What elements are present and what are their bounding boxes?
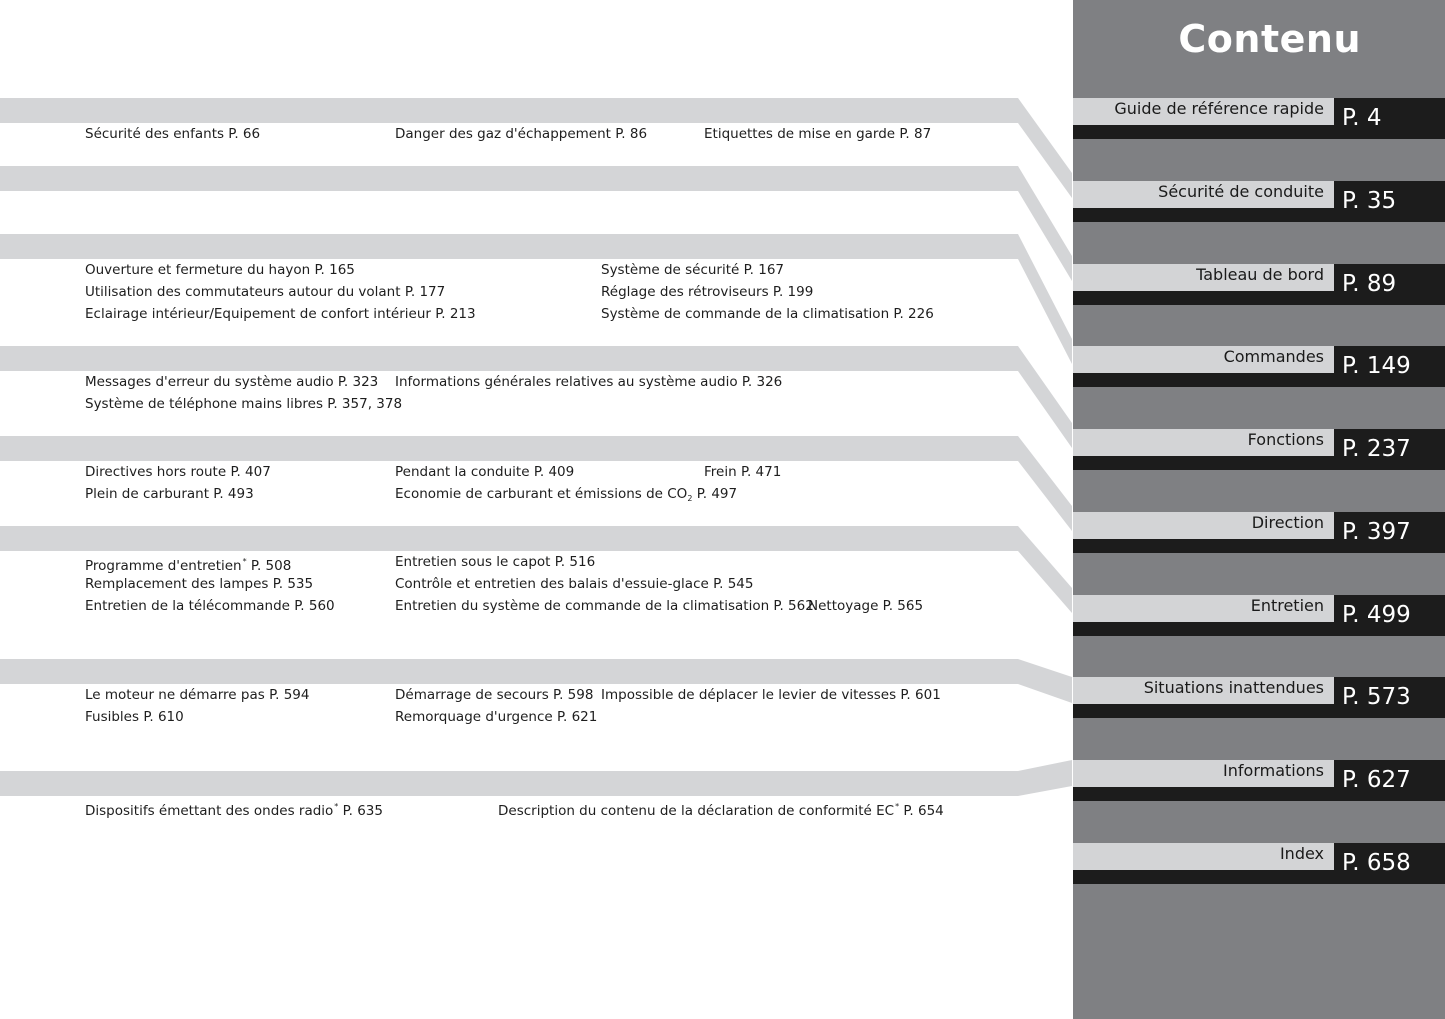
entry-climate-control[interactable]: Système de commande de la climatisation P. 226 bbox=[601, 306, 934, 322]
chapter-tab-information[interactable] bbox=[1073, 760, 1445, 801]
section-band-instruments bbox=[0, 234, 1018, 259]
section-band-maintenance bbox=[0, 659, 1018, 684]
entry-engine-wont-start[interactable]: Le moteur ne démarre pas P. 594 bbox=[85, 687, 310, 703]
maintenance-schedule-page: P. 508 bbox=[246, 558, 292, 574]
entry-mirrors[interactable]: Réglage des rétroviseurs P. 199 bbox=[601, 284, 814, 300]
chapter-tab-index[interactable] bbox=[1073, 843, 1445, 884]
entry-security-system[interactable]: Système de sécurité P. 167 bbox=[601, 262, 785, 278]
chapter-tab-maintenance[interactable] bbox=[1073, 595, 1445, 636]
entry-emergency-towing[interactable]: Remorquage d'urgence P. 621 bbox=[395, 709, 598, 725]
co2-subscript: 2 bbox=[687, 494, 693, 503]
entry-jump-start[interactable]: Démarrage de secours P. 598 bbox=[395, 687, 594, 703]
chapter-page-number: P. 499 bbox=[1334, 595, 1445, 636]
entry-while-driving[interactable]: Pendant la conduite P. 409 bbox=[395, 464, 575, 480]
section-band-controls bbox=[0, 346, 1018, 371]
entry-offroad[interactable]: Directives hors route P. 407 bbox=[85, 464, 271, 480]
chapter-page-number: P. 627 bbox=[1334, 760, 1445, 801]
fuel-economy-page: P. 497 bbox=[692, 486, 738, 502]
section-band-driving bbox=[0, 526, 1018, 551]
chapter-tab-instrument-panel[interactable] bbox=[1073, 264, 1445, 305]
chapter-underline bbox=[1073, 208, 1334, 222]
chapter-label: Fonctions bbox=[1247, 430, 1324, 449]
section-band-unexpected bbox=[0, 771, 1018, 796]
band-connector bbox=[1018, 759, 1072, 799]
entry-radio-devices[interactable] bbox=[85, 799, 383, 819]
entry-steering-switches[interactable]: Utilisation des commutateurs autour du volant P. 177 bbox=[85, 284, 446, 300]
band-connector bbox=[1018, 526, 1072, 613]
chapter-label: Tableau de bord bbox=[1196, 265, 1324, 284]
band-connector bbox=[1018, 234, 1072, 364]
entry-refueling[interactable]: Plein de carburant P. 493 bbox=[85, 486, 254, 502]
section-band-safety bbox=[0, 166, 1018, 191]
chapter-label: Sécurité de conduite bbox=[1158, 182, 1324, 201]
chapter-page-number: P. 573 bbox=[1334, 677, 1445, 718]
entry-exhaust-hazard[interactable]: Danger des gaz d'échappement P. 86 bbox=[395, 126, 648, 142]
entry-tailgate[interactable]: Ouverture et fermeture du hayon P. 165 bbox=[85, 262, 355, 278]
chapter-tab-features[interactable] bbox=[1073, 429, 1445, 470]
chapter-label: Entretien bbox=[1250, 596, 1324, 615]
entry-remote-care[interactable]: Entretien de la télécommande P. 560 bbox=[85, 598, 335, 614]
radio-devices-text: Dispositifs émettant des ondes radio bbox=[85, 803, 334, 819]
entry-cleaning[interactable]: Nettoyage P. 565 bbox=[808, 598, 924, 614]
chapter-underline bbox=[1073, 456, 1334, 470]
entry-audio-errors[interactable]: Messages d'erreur du système audio P. 323 bbox=[85, 374, 379, 390]
chapter-label: Guide de référence rapide bbox=[1114, 99, 1324, 118]
chapter-label: Informations bbox=[1223, 761, 1324, 780]
radio-devices-page: P. 635 bbox=[338, 803, 383, 819]
entry-shift-lever[interactable]: Impossible de déplacer le levier de vitesses P. 601 bbox=[601, 687, 941, 703]
entry-under-hood[interactable]: Entretien sous le capot P. 516 bbox=[395, 554, 596, 570]
chapter-tab-driving-safety[interactable] bbox=[1073, 181, 1445, 222]
chapter-tab-quick-reference[interactable] bbox=[1073, 98, 1445, 139]
entry-handsfree-phone[interactable]: Système de téléphone mains libres P. 357, 378 bbox=[85, 396, 403, 412]
chapter-page-number: P. 149 bbox=[1334, 346, 1445, 387]
chapter-underline bbox=[1073, 704, 1334, 718]
asterisk-mark: * bbox=[895, 802, 900, 811]
chapter-underline bbox=[1073, 125, 1334, 139]
chapter-underline bbox=[1073, 870, 1334, 884]
chapter-label: Situations inattendues bbox=[1143, 678, 1324, 697]
chapter-page-number: P. 89 bbox=[1334, 264, 1445, 305]
entry-bulb-replacement[interactable]: Remplacement des lampes P. 535 bbox=[85, 576, 314, 592]
entry-fuses[interactable]: Fusibles P. 610 bbox=[85, 709, 184, 725]
entry-fuel-economy[interactable] bbox=[395, 486, 737, 507]
chapter-underline bbox=[1073, 373, 1334, 387]
entry-audio-general[interactable]: Informations générales relatives au système audio P. 326 bbox=[395, 374, 783, 390]
ec-declaration-page: P. 654 bbox=[899, 803, 944, 819]
chapter-page-number: P. 397 bbox=[1334, 512, 1445, 553]
entry-interior-lights[interactable]: Eclairage intérieur/Equipement de confort intérieur P. 213 bbox=[85, 306, 476, 322]
chapter-tab-driving[interactable] bbox=[1073, 512, 1445, 553]
chapter-label: Commandes bbox=[1223, 347, 1324, 366]
asterisk-mark: * bbox=[242, 557, 247, 566]
section-band-features bbox=[0, 436, 1018, 461]
chapter-underline bbox=[1073, 291, 1334, 305]
chapter-underline bbox=[1073, 787, 1334, 801]
band-connector bbox=[1018, 346, 1072, 448]
band-connector bbox=[1018, 659, 1072, 703]
fuel-economy-text: Economie de carburant et émissions de CO bbox=[395, 486, 688, 502]
entry-ec-declaration[interactable] bbox=[498, 799, 944, 819]
band-connector bbox=[1018, 436, 1072, 531]
entry-warning-labels[interactable]: Etiquettes de mise en garde P. 87 bbox=[704, 126, 932, 142]
chapter-page-number: P. 237 bbox=[1334, 429, 1445, 470]
chapter-label: Direction bbox=[1251, 513, 1324, 532]
chapter-label: Index bbox=[1279, 844, 1324, 863]
section-band-quick-reference bbox=[0, 98, 1018, 123]
chapter-underline bbox=[1073, 539, 1334, 553]
chapter-page-number: P. 4 bbox=[1334, 98, 1445, 139]
entry-maintenance-schedule[interactable] bbox=[85, 554, 291, 574]
entry-climate-maintenance[interactable]: Entretien du système de commande de la climatisation P. 562 bbox=[395, 598, 814, 614]
chapter-underline bbox=[1073, 622, 1334, 636]
chapter-tab-controls[interactable] bbox=[1073, 346, 1445, 387]
asterisk-mark: * bbox=[334, 802, 339, 811]
chapter-page-number: P. 35 bbox=[1334, 181, 1445, 222]
entry-brakes[interactable]: Frein P. 471 bbox=[704, 464, 782, 480]
chapter-tab-unexpected[interactable] bbox=[1073, 677, 1445, 718]
entry-wiper-blades[interactable]: Contrôle et entretien des balais d'essuie-glace P. 545 bbox=[395, 576, 754, 592]
page-title: Contenu bbox=[1178, 17, 1361, 61]
chapter-page-number: P. 658 bbox=[1334, 843, 1445, 884]
maintenance-schedule-text: Programme d'entretien bbox=[85, 558, 242, 574]
ec-declaration-text: Description du contenu de la déclaration de conformité EC bbox=[498, 803, 895, 819]
entry-child-safety[interactable]: Sécurité des enfants P. 66 bbox=[85, 126, 261, 142]
